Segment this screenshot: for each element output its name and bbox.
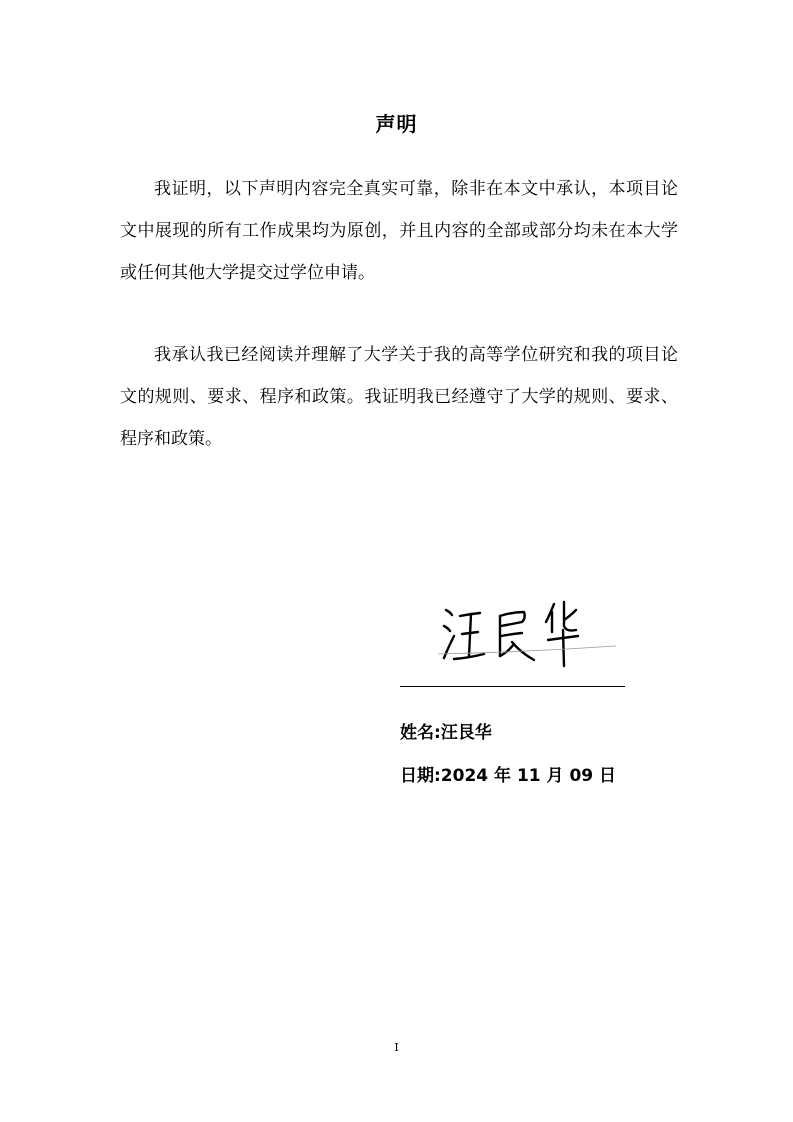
date-field: 日期:2024 年 11 月 09 日 (400, 766, 617, 786)
declaration-paragraph-2: 我承认我已经阅读并理解了大学关于我的高等学位研究和我的项目论文的规则、要求、程序和政策。我证明我已经遵守了大学的规则、要求、程序和政策。 (120, 345, 678, 449)
handwritten-signature (438, 596, 618, 670)
page-number: I (394, 1041, 399, 1054)
signature-line (400, 686, 625, 687)
page-title: 声明 (375, 112, 418, 136)
declaration-paragraph-1: 我证明，以下声明内容完全真实可靠，除非在本文中承认，本项目论文中展现的所有工作成果均为原创，并且内容的全部或部分均未在本大学或任何其他大学提交过学位申请。 (120, 179, 678, 283)
name-field: 姓名:汪艮华 (400, 723, 492, 743)
